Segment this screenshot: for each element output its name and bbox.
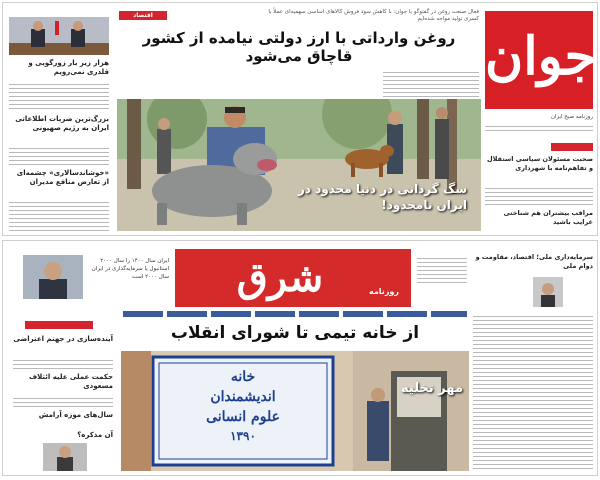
shargh-left-headline-1: آینده‌سازی در جهنم اعتراضی: [13, 335, 113, 343]
javan-photo-caption: سگ گردانی در دنیا محدود در ایران نامحدود!: [297, 182, 467, 212]
javan-masthead-info: روزنامه صبح ایران: [550, 114, 593, 120]
shargh-right-column-text: [473, 313, 593, 471]
javan-main-photo: [117, 99, 481, 231]
shargh-right-column-headline: سرمایه‌داری ملی؛ اقتصاد، مقاومت و دوام ملی: [475, 253, 593, 270]
newspaper-javan: [2, 2, 598, 236]
shargh-masthead: [175, 249, 411, 307]
javan-section-tag: اقتصاد: [119, 11, 167, 20]
shargh-main-photo: [121, 351, 469, 471]
shargh-left-headline-4: آن مذکره؟: [77, 431, 113, 439]
javan-main-headline: روغن وارداتی با ارز دولتی نیامده از کشور قاچاق می‌شود: [142, 29, 456, 65]
javan-left-headline-3: «خوشاندسالاری» چشمه‌ای از تعارض منافع مدیران: [16, 169, 109, 186]
shargh-date-lines: [417, 255, 467, 285]
javan-left-photo: [9, 17, 109, 55]
javan-left-lines-2: [9, 145, 109, 165]
javan-left-headline-2: بزرگ‌ترین ضربات اطلاعاتی ایران به رژیم صهیونی: [15, 115, 109, 132]
javan-article-lines: [383, 69, 479, 97]
shargh-sign-line-4: ۱۳۹۰: [230, 429, 256, 443]
shargh-ad-text: ایران سال ۱۴۰۰ را سال ۲۰۰۰ استانبول یا سرمایه‌گذاری در ایران سال ۲۰۰۰ است: [91, 258, 169, 280]
newspaper-shargh: [2, 240, 598, 476]
person-photo: [43, 443, 87, 471]
shargh-logo: شرق: [236, 254, 324, 301]
shargh-ad-portrait: [23, 255, 83, 299]
shargh-left-headline-3: سال‌های موزه آرامش: [38, 411, 113, 419]
javan-right-text: [485, 185, 593, 205]
shargh-sign-text: [157, 367, 329, 445]
officials-meeting-photo: [9, 17, 109, 55]
shargh-left-lines-1: [13, 357, 113, 369]
javan-info-lines: [485, 123, 593, 133]
shargh-left-lines-2: [13, 395, 113, 407]
javan-intro-text: فعال صنعت روغن در گفتوگو با جوان: با کاهش سود فروش کالاهای اساسی سهمیه‌ای عملاً با کسری تولید مواجه شده‌ایم: [268, 9, 479, 22]
shargh-logo-prefix: روزنامه: [369, 287, 399, 296]
columnist-portrait: [533, 277, 563, 307]
shargh-strap: [123, 311, 467, 317]
javan-right-tag: [551, 143, 593, 151]
shargh-left-photo: [43, 443, 87, 471]
javan-left-headline-1: هزار زیر بار زورگویی و قلدری نمی‌رویم: [28, 59, 109, 76]
shargh-photo-caption: مهر تخلیه: [401, 381, 463, 396]
javan-right-headline-2: مراقب بیشتران هم شناختی غرایب باشید: [503, 209, 593, 226]
javan-left-lines-1: [9, 81, 109, 111]
shargh-main-headline: از خانه تیمی تا شورای انقلاب: [170, 323, 420, 343]
shargh-sign-line-2: اندیشمندان: [210, 389, 276, 405]
shargh-right-portrait: [533, 277, 563, 307]
javan-right-headline-1: صحبت مسئولان سیاسی استقلال و تفاهم‌نامه با شهرداری: [486, 155, 593, 172]
shargh-sign-line-3: علوم انسانی: [206, 409, 280, 425]
shargh-left-headline-2: حکمت عملی علیه ائتلاف مسعودی: [28, 373, 113, 390]
shargh-sign-line-1: خانه: [230, 369, 256, 385]
shargh-left-tag: [25, 321, 93, 329]
javan-masthead: [485, 11, 597, 109]
javan-left-lines-3: [9, 199, 109, 231]
person-portrait: [23, 255, 83, 299]
javan-logo: جوان: [485, 26, 597, 87]
